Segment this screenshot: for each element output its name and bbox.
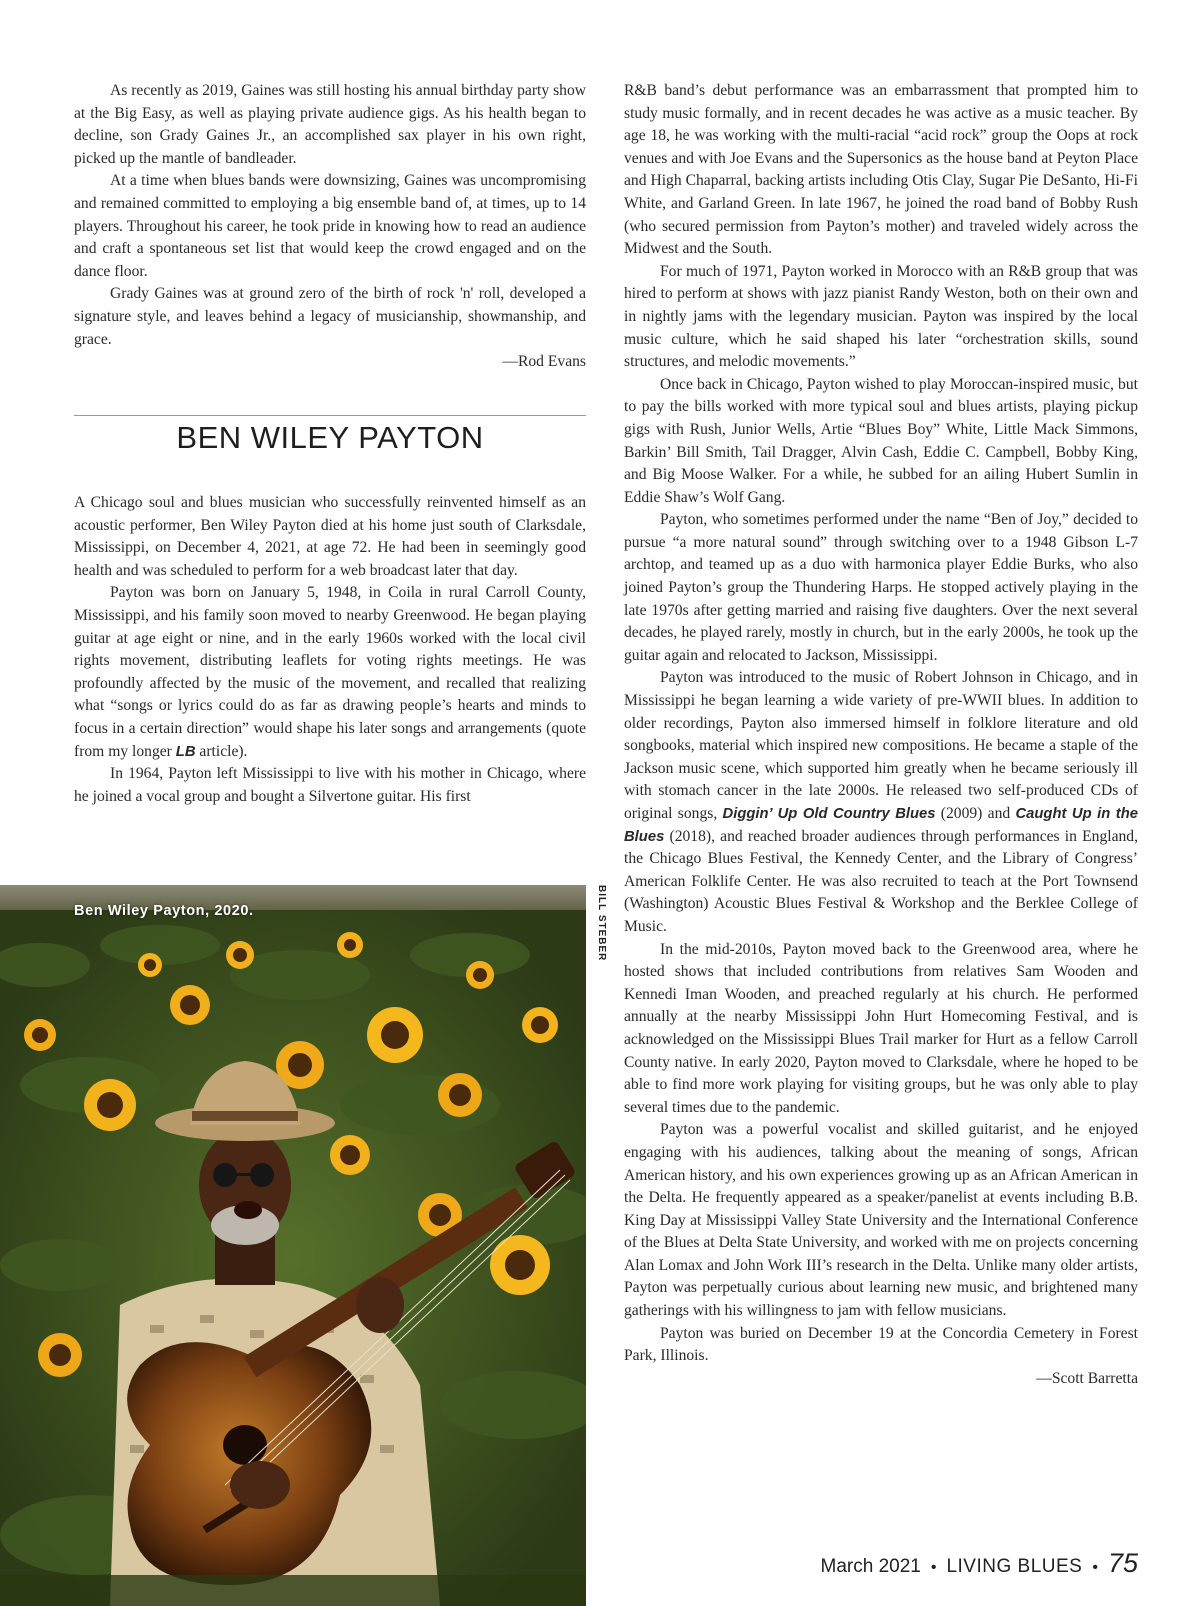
payton-paragraph-1: A Chicago soul and blues musician who successfully reinvented himself as an acoustic performer, Ben Wiley Payton died at his home just south of Clarksdale, Mississippi, on December 4, 2021, at age 72. He had been in seemingly good health and was scheduled to perform for a web broadcast later that day. <box>74 494 586 579</box>
photo-caption: Ben Wiley Payton, 2020. <box>74 903 254 919</box>
issue-date: March 2021 <box>820 1556 921 1577</box>
payton-paragraph-3: In 1964, Payton left Mississippi to live with his mother in Chicago, where he joined a vocal group and bought a Silvertone guitar. His first <box>74 765 586 805</box>
payton-headline: BEN WILEY PAYTON <box>176 420 484 455</box>
lb-reference: LB <box>175 743 196 760</box>
magazine-name: LIVING BLUES <box>946 1556 1083 1577</box>
footer-separator: • <box>930 1559 937 1576</box>
payton-paragraph-8: In the mid-2010s, Payton moved back to the Greenwood area, where he hosted shows that included contributions from relatives Sam Wooden and Kennedi Iman Wooden, and preached regularly at his church. He performed annually at the nearby Mississippi John Hurt Homecoming Festival, and is acknowledged on the Mississippi Blues Trail marker for Hurt as a fellow Carroll County native. In early 2020, Payton moved to Clarksdale, where he hoped to be able to find more work playing for visiting groups, but he was only able to play several times due to the pandemic. <box>624 940 1138 1116</box>
payton-paragraph-6: Payton, who sometimes performed under the name “Ben of Joy,” decided to pursue “a more natural sound” through switching over to a 1948 Gibson L-7 archtop, and teamed up as a duo with harmonica player Eddie Burks, who also joined Payton’s group the Thundering Harps. He stopped actively playing in the late 1970s after getting married and raising five daughters. Over the next several decades, he played rarely, mostly in church, but in the early 2000s, he took up the guitar again and relocated to Jackson, Mississippi. <box>624 511 1138 664</box>
payton-signature: —Scott Barretta <box>1036 1369 1138 1387</box>
photo-credit: BILL STEBER <box>596 885 607 962</box>
payton-paragraph-4: For much of 1971, Payton worked in Morocco with an R&B group that was hired to perform at shows with jazz pianist Randy Weston, both on their own and in nightly jams with the legendary musician. Payton was inspired by the local music culture, which he said shaped his later “orchestration skills, sound structures, and melodic movements.” <box>624 262 1138 371</box>
payton-paragraph-5: Once back in Chicago, Payton wished to play Moroccan-inspired music, but to pay the bills worked with more typical soul and blues artists, playing pickup gigs with Rush, Junior Wells, Artie “Blues Boy” White, Little Mack Simmons, Barkin’ Bill Smith, Tail Dragger, Alvin Cash, Eddie C. Campbell, Bobby King, and Big Moose Walker. For a while, he subbed for an ailing Hubert Sumlin in Eddie Shaw’s Wolf Gang. <box>624 375 1138 506</box>
payton-obituary-start <box>74 492 586 808</box>
page-number: 75 <box>1107 1548 1138 1578</box>
payton-photo <box>0 885 586 1606</box>
album-title-2: Caught Up in the Blues <box>624 806 1138 845</box>
payton-paragraph-10: Payton was buried on December 19 at the Concordia Cemetery in Forest Park, Illinois. <box>624 1324 1138 1365</box>
payton-paragraph-3-cont: R&B band’s debut performance was an embarrassment that prompted him to study music formally, and in recent decades he was active as a music teacher. By age 18, he was working with the multi-racial “acid rock” group the Oops at rock venues and with Joe Evans and the Supersonics as the house band at Peyton Place and High Chaparral, backing artists including Otis Clay, Sugar Pie DeSanto, Hi-Fi White, and Garland Green. In late 1967, he joined the road band of Bobby Rush (who secured permission from Payton’s mother) and traveled widely across the Midwest and the South. <box>624 82 1138 258</box>
gaines-paragraph-3: Grady Gaines was at ground zero of the birth of rock 'n' roll, developed a signature style, and leaves behind a legacy of musicianship, showmanship, and grace. <box>74 285 586 348</box>
page-footer <box>821 1548 1139 1579</box>
payton-obituary-continued <box>624 80 1138 1390</box>
footer-separator: • <box>1092 1559 1098 1576</box>
album-title-1: Diggin’ Up Old Country Blues <box>722 806 936 822</box>
gaines-paragraph-2: At a time when blues bands were downsizing, Gaines was uncompromising and remained committed to employing a big ensemble band of, at times, up to 14 players. Throughout his career, he took pride in knowing how to read an audience and craft a spontaneous set list that would keep the crowd engaged and on the dance floor. <box>74 172 586 280</box>
section-divider <box>74 415 586 416</box>
payton-paragraph-2: Payton was born on January 5, 1948, in Coila in rural Carroll County, Mississippi, and his family soon moved to nearby Greenwood. He began playing guitar at age eight or nine, and in the early 1960s worked with the local civil rights movement, distributing leaflets for voting rights meetings. He was profoundly affected by the music of the movement, and recalled that realizing what “songs or lyrics could do as far as drawing people’s hearts and minds to focus in a certain direction” would shape his later songs and arrangements (quote from my longer LB article). <box>74 584 586 760</box>
payton-paragraph-7: Payton was introduced to the music of Robert Johnson in Chicago, and in Mississippi he began learning a wide variety of pre-WWII blues. In addition to older recordings, Payton also immersed himself in folklore literature and old songbooks, material which inspired new compositions. He became a staple of the Jackson music scene, which supported him greatly when he became seriously ill with stomach cancer in the late 2000s. He released two self-produced CDs of original songs, Diggin’ Up Old Country Blues (2009) and Caught Up in the Blues (2018), and reached broader audiences through performances in England, the Chicago Blues Festival, the Kennedy Center, and the Library of Congress’ American Folklife Center. He was also recruited to teach at the Port Townsend (Washington) Acoustic Blues Festival & Workshop and the Berklee College of Music. <box>624 669 1138 935</box>
gaines-paragraph-1: As recently as 2019, Gaines was still hosting his annual birthday party show at the Big Easy, as well as playing private audience gigs. As his health began to decline, son Grady Gaines Jr., an accomplished sax player in his own right, picked up the mantle of bandleader. <box>74 82 586 167</box>
sunflower-field-illustration <box>0 885 586 1606</box>
gaines-obituary-end <box>74 80 586 374</box>
payton-paragraph-9: Payton was a powerful vocalist and skilled guitarist, and he enjoyed engaging with his audiences, talking about the meaning of songs, African American history, and his own experiences growing up as an African American in the Delta. He frequently appeared as a speaker/panelist at events including B.B. King Day at Mississippi Valley State University and the International Conference of the Blues at Delta State University, and worked with me on projects concerning Alan Lomax and John Work III’s research in the Delta. Unlike many older artists, Payton was perpetually curious about learning new music, and brightened many gatherings with his willingness to jam with fellow musicians. <box>624 1121 1138 1320</box>
gaines-signature: —Rod Evans <box>502 353 586 371</box>
